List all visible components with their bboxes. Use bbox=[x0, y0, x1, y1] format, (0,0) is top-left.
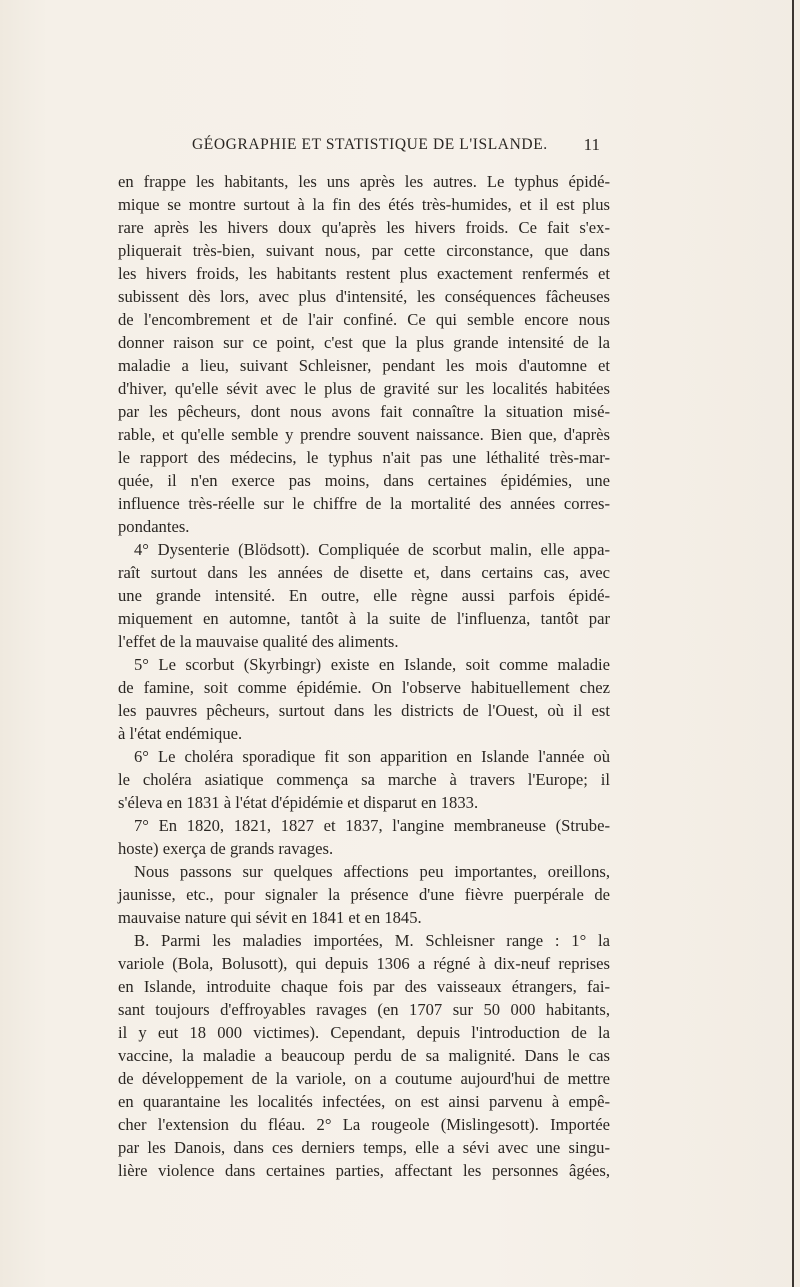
text-line: variole (Bola, Bolusott), qui depuis 1306 a régné à dix-neuf reprises bbox=[118, 954, 610, 973]
text-line: à l'état endémique. bbox=[118, 724, 243, 743]
text-line: miquement en automne, tantôt à la suite de l'influenza, tantôt par bbox=[118, 609, 610, 628]
text-line: le choléra asiatique commença sa marche à travers l'Europe; il bbox=[118, 770, 610, 789]
text-line: les hivers froids, les habitants restent plus exactement renfermés et bbox=[118, 264, 610, 283]
text-line: rable, et qu'elle semble y prendre souvent naissance. Bien que, d'après bbox=[118, 425, 610, 444]
text-line: le rapport des médecins, le typhus n'ait pas une léthalité très-mar- bbox=[118, 448, 610, 467]
text-line: vaccine, la maladie a beaucoup perdu de sa malignité. Dans le cas bbox=[118, 1046, 610, 1065]
text-line: en quarantaine les localités infectées, on est ainsi parvenu à empê- bbox=[118, 1092, 610, 1111]
text-line: lière violence dans certaines parties, affectant les personnes âgées, bbox=[118, 1161, 610, 1180]
text-line: par les pêcheurs, dont nous avons fait connaître la situation misé- bbox=[118, 402, 610, 421]
text-line: jaunisse, etc., pour signaler la présence d'une fièvre puerpérale de bbox=[118, 885, 610, 904]
text-line: de développement de la variole, on a coutume aujourd'hui de mettre bbox=[118, 1069, 610, 1088]
text-line: maladie a lieu, suivant Schleisner, pendant les mois d'automne et bbox=[118, 356, 610, 375]
text-line: rare après les hivers doux qu'après les hivers froids. Ce fait s'ex- bbox=[118, 218, 610, 237]
text-line: 5° Le scorbut (Skyrbingr) existe en Islande, soit comme maladie bbox=[134, 655, 610, 674]
text-line: de famine, soit comme épidémie. On l'observe habituellement chez bbox=[118, 678, 610, 697]
text-line: pliquerait très-bien, suivant nous, par cette circonstance, que dans bbox=[118, 241, 610, 260]
text-line: B. Parmi les maladies importées, M. Schleisner range : 1° la bbox=[134, 931, 610, 950]
page-number: 11 bbox=[583, 135, 600, 154]
text-line: s'éleva en 1831 à l'état d'épidémie et disparut en 1833. bbox=[118, 793, 479, 812]
page-header bbox=[192, 136, 600, 160]
text-line: pondantes. bbox=[118, 517, 190, 536]
text-line: en frappe les habitants, les uns après les autres. Le typhus épidé- bbox=[118, 172, 610, 191]
page-edge-line bbox=[792, 0, 794, 1287]
text-line: une grande intensité. En outre, elle règne aussi parfois épidé- bbox=[118, 586, 610, 605]
text-line: quée, il n'en exerce pas moins, dans certaines épidémies, une bbox=[118, 471, 610, 490]
text-line: mauvaise nature qui sévit en 1841 et en 1845. bbox=[118, 908, 422, 927]
text-line: donner raison sur ce point, c'est que la plus grande intensité de la bbox=[118, 333, 610, 352]
text-line: Nous passons sur quelques affections peu importantes, oreillons, bbox=[134, 862, 610, 881]
text-line: les pauvres pêcheurs, surtout dans les districts de l'Ouest, où il est bbox=[118, 701, 610, 720]
text-line: hoste) exerça de grands ravages. bbox=[118, 839, 334, 858]
text-line: 6° Le choléra sporadique fit son apparition en Islande l'année où bbox=[134, 747, 610, 766]
text-line: sant toujours d'effroyables ravages (en 1707 sur 50 000 habitants, bbox=[118, 1000, 610, 1019]
text-line: en Islande, introduite chaque fois par des vaisseaux étrangers, fai- bbox=[118, 977, 610, 996]
body-text bbox=[118, 170, 610, 1182]
text-line: subissent dès lors, avec plus d'intensité, les conséquences fâcheuses bbox=[118, 287, 610, 306]
text-line: il y eut 18 000 victimes). Cependant, depuis l'introduction de la bbox=[118, 1023, 610, 1042]
text-line: influence très-réelle sur le chiffre de la mortalité des années corres- bbox=[118, 494, 610, 513]
text-line: de l'encombrement et de l'air confiné. Ce qui semble encore nous bbox=[118, 310, 610, 329]
text-line: d'hiver, qu'elle sévit avec le plus de gravité sur les localités habitées bbox=[118, 379, 610, 398]
text-line: raît surtout dans les années de disette et, dans certains cas, avec bbox=[118, 563, 610, 582]
text-line: mique se montre surtout à la fin des étés très-humides, et il est plus bbox=[118, 195, 610, 214]
text-line: 7° En 1820, 1821, 1827 et 1837, l'angine membraneuse (Strube- bbox=[134, 816, 610, 835]
text-line: l'effet de la mauvaise qualité des aliments. bbox=[118, 632, 399, 651]
text-line: 4° Dysenterie (Blödsott). Compliquée de scorbut malin, elle appa- bbox=[134, 540, 610, 559]
running-title: GÉOGRAPHIE ET STATISTIQUE DE L'ISLANDE. bbox=[192, 136, 548, 153]
text-line: par les Danois, dans ces derniers temps, elle a sévi avec une singu- bbox=[118, 1138, 610, 1157]
text-line: cher l'extension du fléau. 2° La rougeole (Mislingesott). Importée bbox=[118, 1115, 610, 1134]
